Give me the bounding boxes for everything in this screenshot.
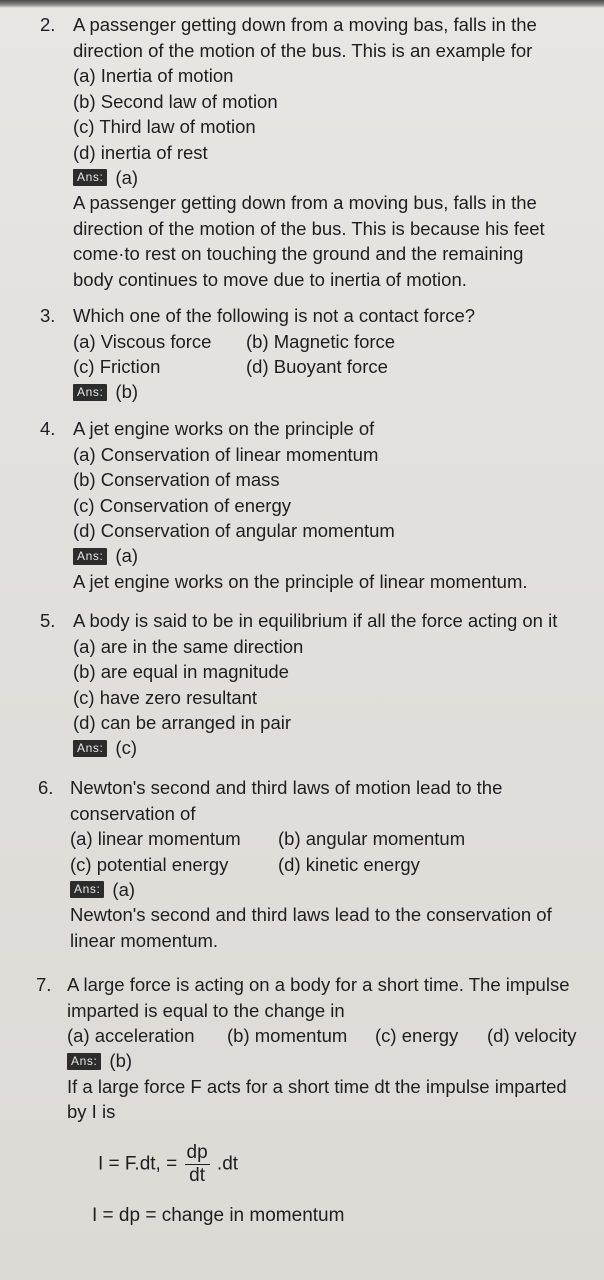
question-text: Which one of the following is not a contact force? xyxy=(73,305,476,326)
fraction-numerator: dp xyxy=(186,1142,208,1163)
option-b: (b) angular momentum xyxy=(278,828,466,849)
question-text: direction of the motion of the bus. This is an example for xyxy=(73,39,533,61)
option-c: (c) energy xyxy=(375,1025,459,1046)
option-c: (c) Friction xyxy=(73,356,161,377)
option-b: (b) momentum xyxy=(227,1025,348,1046)
option-a: (a) Conservation of linear momentum xyxy=(73,443,379,465)
explanation-text: linear momentum. xyxy=(70,929,219,951)
fraction-denominator: dt xyxy=(189,1165,205,1186)
answer-row xyxy=(73,736,596,761)
option-a: (a) are in the same direction xyxy=(73,635,304,657)
question-text: imparted is equal to the change in xyxy=(67,999,345,1021)
option-a: (a) linear momentum xyxy=(70,828,241,849)
question-text: A large force is acting on a body for a short time. The impulse xyxy=(67,974,570,995)
question-number: 7. xyxy=(36,974,52,995)
explanation-text: come·to rest on touching the ground and the remaining xyxy=(73,243,524,264)
answer-value: (b) xyxy=(115,381,139,403)
option-d: (d) inertia of rest xyxy=(73,141,208,163)
answer-row xyxy=(73,380,596,405)
option-c: (c) Conservation of energy xyxy=(73,494,291,516)
impulse-result: I = dp = change in momentum xyxy=(92,1205,345,1226)
question-text: A jet engine works on the principle of xyxy=(73,418,375,439)
answer-value: (a) xyxy=(112,878,136,900)
option-a: (a) acceleration xyxy=(67,1025,195,1046)
option-a: (a) Viscous force xyxy=(73,330,212,352)
answer-row xyxy=(73,165,596,190)
answer-badge: Ans: xyxy=(67,1053,101,1070)
option-b: (b) Second law of motion xyxy=(73,90,278,112)
option-c: (c) potential energy xyxy=(70,853,229,875)
question-number: 6. xyxy=(38,777,54,798)
option-d: (d) velocity xyxy=(487,1025,577,1046)
question-number: 3. xyxy=(40,305,56,326)
question-2 xyxy=(40,12,596,292)
fraction-dp-dt xyxy=(185,1142,210,1187)
answer-value: (a) xyxy=(115,545,139,567)
explanation-text: body continues to move due to inertia of motion. xyxy=(73,268,467,290)
answer-value: (a) xyxy=(115,166,139,188)
answer-value: (b) xyxy=(109,1050,133,1072)
answer-badge: Ans: xyxy=(73,384,107,401)
answer-badge: Ans: xyxy=(73,548,107,565)
answer-row xyxy=(73,544,596,569)
option-c: (c) Third law of motion xyxy=(73,116,256,137)
formula-right: .dt xyxy=(216,1153,239,1175)
explanation-text: Newton's second and third laws lead to the conservation of xyxy=(70,904,552,925)
option-b: (b) are equal in magnitude xyxy=(73,661,289,682)
option-d: (d) Buoyant force xyxy=(246,356,388,377)
page-top-rule xyxy=(0,0,604,8)
impulse-formula xyxy=(98,1142,238,1187)
question-3 xyxy=(40,303,596,405)
question-number: 5. xyxy=(40,610,56,631)
question-text: Newton's second and third laws of motion lead to the xyxy=(70,777,503,798)
option-d: (d) can be arranged in pair xyxy=(73,712,292,733)
option-d: (d) kinetic energy xyxy=(278,853,420,875)
question-text: conservation of xyxy=(70,802,196,824)
answer-badge: Ans: xyxy=(73,740,107,757)
question-text: A passenger getting down from a moving bas, falls in the xyxy=(73,14,537,35)
explanation-text: If a large force F acts for a short time dt the impulse imparted xyxy=(67,1075,567,1097)
answer-row xyxy=(70,877,594,902)
question-6 xyxy=(38,775,594,953)
answer-badge: Ans: xyxy=(70,881,104,898)
question-4 xyxy=(40,416,596,594)
explanation-text: direction of the motion of the bus. This is because his feet xyxy=(73,217,545,239)
option-c: (c) have zero resultant xyxy=(73,686,258,708)
answer-badge: Ans: xyxy=(73,169,107,186)
question-5 xyxy=(40,608,596,761)
question-7 xyxy=(36,972,598,1125)
option-b: (b) Magnetic force xyxy=(246,330,396,352)
answer-row xyxy=(67,1049,598,1074)
formula-left: I = F.dt, = xyxy=(98,1153,178,1175)
explanation-text: A passenger getting down from a moving bus, falls in the xyxy=(73,192,537,213)
question-text: A body is said to be in equilibrium if all the force acting on it xyxy=(73,610,558,631)
option-d: (d) Conservation of angular momentum xyxy=(73,520,395,541)
option-b: (b) Conservation of mass xyxy=(73,469,280,490)
explanation-text: A jet engine works on the principle of linear momentum. xyxy=(73,570,528,592)
option-a: (a) Inertia of motion xyxy=(73,65,234,86)
question-number: 4. xyxy=(40,418,56,439)
answer-value: (c) xyxy=(115,737,137,759)
question-number: 2. xyxy=(40,14,56,35)
explanation-text: by I is xyxy=(67,1101,116,1122)
